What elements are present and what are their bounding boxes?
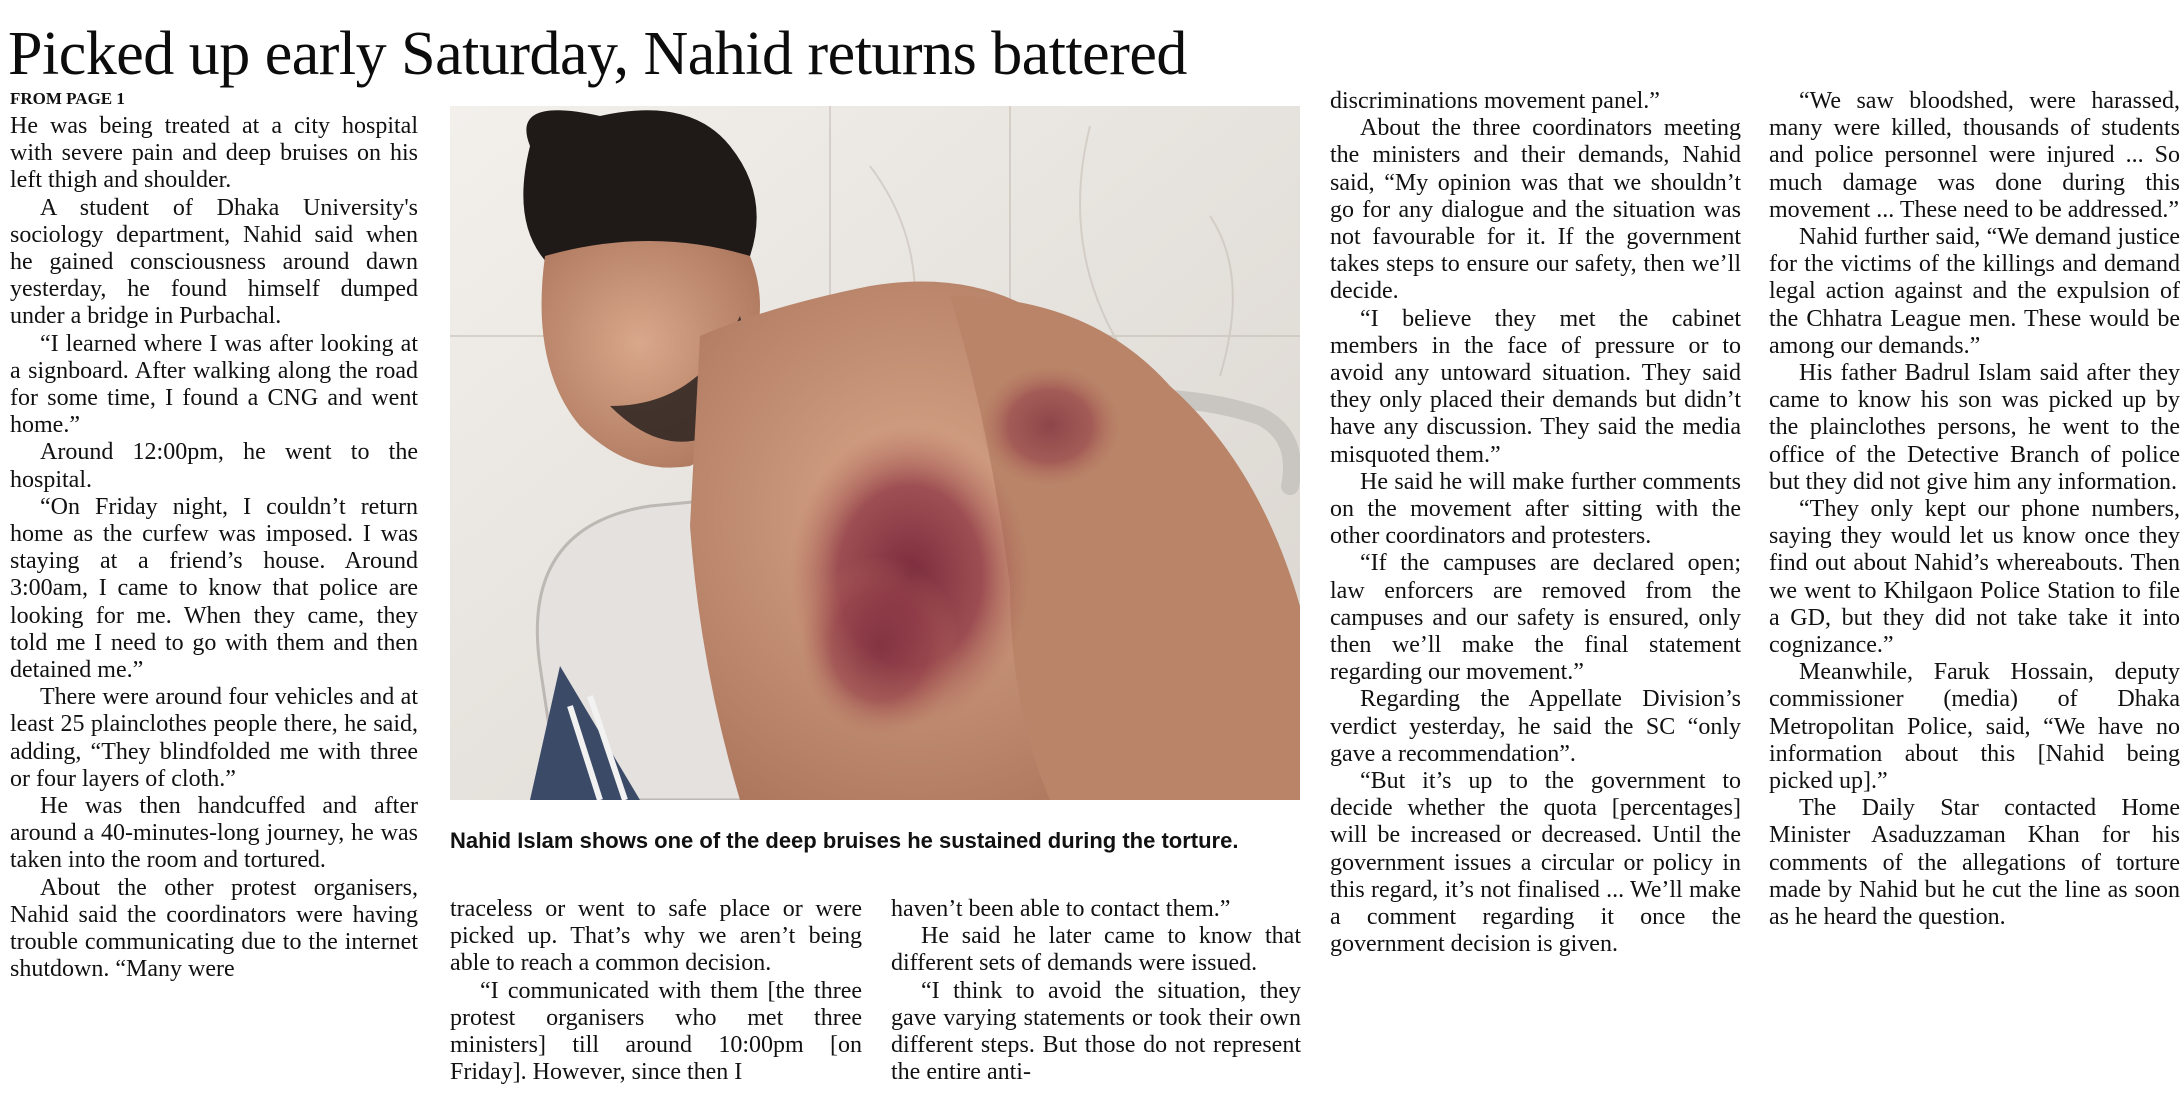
- article-paragraph: He was being treated at a city hospital with severe pain and deep bruises on his left thigh and shoulder.: [10, 113, 418, 194]
- article-paragraph: “They only kept our phone numbers, saying they would let us know once they find out about Nahid’s whereabouts. Then we went to Khilgaon Police Station to file a GD, but they did not take take it into cognizance.”: [1769, 496, 2180, 659]
- article-paragraph: He was then handcuffed and after around a 40-minutes-long journey, he was taken into the room and tortured.: [10, 793, 418, 874]
- article-column-5: [1769, 88, 2180, 931]
- article-paragraph: About the other protest organisers, Nahid said the coordinators were having trouble communicating due to the internet shutdown. “Many were: [10, 874, 418, 983]
- article-paragraph: About the three coordinators meeting the ministers and their demands, Nahid said, “My opinion was that we shouldn’t go for any dialogue and the situation was not favourable for it. If the government takes steps to ensure our safety, then we’ll decide.: [1330, 115, 1741, 305]
- photo-caption: Nahid Islam shows one of the deep bruises he sustained during the torture.: [450, 828, 1239, 853]
- article-column-4: [1330, 88, 1741, 959]
- article-paragraph: “I believe they met the cabinet members in the face of pressure or to avoid any untoward situation. They said they only placed their demands but didn’t have any discussion. They said the media misquoted them.”: [1330, 305, 1741, 468]
- article-paragraph: haven’t been able to contact them.”: [891, 896, 1231, 922]
- article-column-2: [450, 896, 862, 1086]
- article-paragraph: He said he later came to know that different sets of demands were issued.: [891, 923, 1301, 977]
- article-paragraph: “We saw bloodshed, were harassed, many were killed, thousands of students and police personnel were injured ... So much damage was done during this movement ... These need to be addressed.”: [1769, 88, 2180, 223]
- article-photo: [450, 106, 1300, 800]
- article-paragraph: “I communicated with them [the three protest organisers who met three ministers] till around 10:00pm [on Friday]. However, since then I: [450, 977, 862, 1086]
- article-paragraph: “If the campuses are declared open; law enforcers are removed from the campuses and our safety is ensured, only then we’ll make the final statement regarding our movement.”: [1330, 550, 1741, 686]
- photo-icon: [450, 106, 1300, 800]
- article-paragraph: The Daily Star contacted Home Minister Asaduzzaman Khan for his comments of the allegations of torture made by Nahid but he cut the line as soon as he heard the question.: [1769, 795, 2180, 931]
- article-paragraph: “On Friday night, I couldn’t return home as the curfew was imposed. I was staying at a friend’s house. Around 3:00am, I came to know that police are looking for me. When they came, they told me I need to go with them and then detained me.”: [10, 493, 418, 684]
- article-paragraph: “I think to avoid the situation, they gave varying statements or took their own different steps. But those do not represent the entire anti-: [891, 977, 1301, 1086]
- article-paragraph: Nahid further said, “We demand justice for the victims of the killings and demand legal action against and the expulsion of the Chhatra League men. These would be among our demands.”: [1769, 224, 2180, 359]
- article-paragraph: A student of Dhaka University's sociology department, Nahid said when he gained consciousness around dawn yesterday, he found himself dumped under a bridge in Purbachal.: [10, 194, 418, 330]
- article-column-1: [10, 113, 418, 984]
- kicker-from-page: FROM PAGE 1: [10, 89, 125, 108]
- article-paragraph: He said he will make further comments on the movement after sitting with the other coordinators and protesters.: [1330, 468, 1741, 550]
- article-paragraph: Meanwhile, Faruk Hossain, deputy commissioner (media) of Dhaka Metropolitan Police, said, “We have no information about this [Nahid being picked up].”: [1769, 659, 2180, 795]
- article-paragraph: Around 12:00pm, he went to the hospital.: [10, 439, 418, 493]
- article-paragraph: There were around four vehicles and at least 25 plainclothes people there, he said, adding, “They blindfolded me with three or four layers of cloth.”: [10, 684, 418, 792]
- article-paragraph: His father Badrul Islam said after they came to know his son was picked up by the plainclothes persons, he went to the office of the Detective Branch of police but they did not give him any information.: [1769, 360, 2180, 495]
- article-paragraph: Regarding the Appellate Division’s verdict yesterday, he said the SC “only gave a recommendation”.: [1330, 686, 1741, 767]
- article-paragraph: discriminations movement panel.”: [1330, 88, 1660, 114]
- article-paragraph: “I learned where I was after looking at a signboard. After walking along the road for some time, I found a CNG and went home.”: [10, 330, 418, 439]
- article-column-3: [891, 896, 1301, 1086]
- article-paragraph: “But it’s up to the government to decide whether the quota [percentages] will be increased or decreased. Until the government issues a circular or policy in this regard, it’s not finalised ... We’ll make a comment regarding it once the government decision is given.: [1330, 768, 1741, 958]
- headline: Picked up early Saturday, Nahid returns battered: [8, 20, 1187, 88]
- article-paragraph: traceless or went to safe place or were picked up. That’s why we aren’t being able to reach a common decision.: [450, 896, 862, 977]
